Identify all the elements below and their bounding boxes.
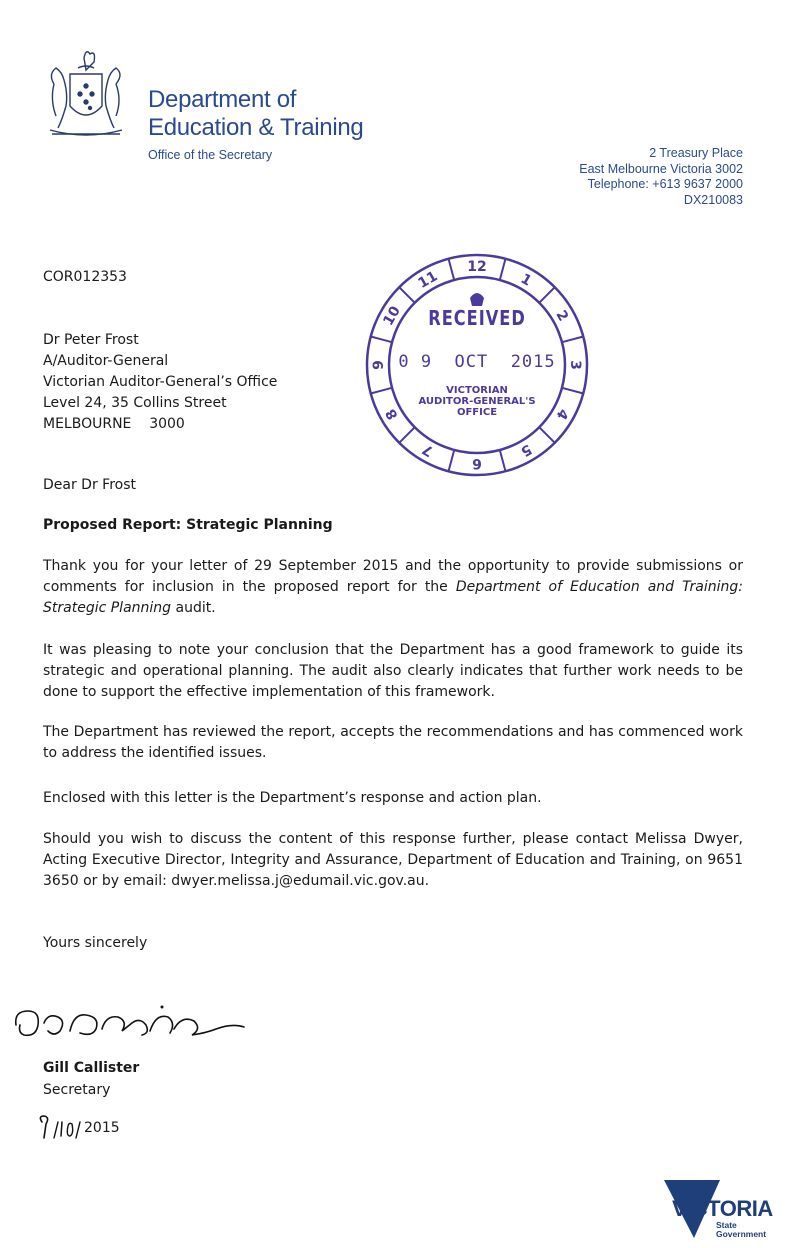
stamp-ring-number: 3 [567, 360, 583, 370]
stamp-ring-divider [500, 259, 506, 280]
stamp-ring-divider [500, 450, 506, 471]
stamp-ring-number: 12 [467, 259, 487, 275]
recipient-line: Level 24, 35 Collins Street [43, 395, 227, 411]
address-line: 2 Treasury Place [649, 146, 743, 160]
paragraph-1-text: Thank you for your letter of 29 September 2015 and the opportunity to provide submissions or comments for inclusion in the proposed report for the [43, 558, 743, 595]
salutation: Dear Dr Frost [43, 477, 136, 493]
recipient-line: A/Auditor-General [43, 353, 169, 369]
stamp-received-label: RECEIVED [428, 306, 526, 331]
stamp-ring-number: 1 [517, 270, 535, 290]
signer-title: Secretary [43, 1082, 111, 1098]
signer-name: Gill Callister [43, 1060, 140, 1076]
stamp-ring-number: 2 [552, 307, 572, 325]
reference-number: COR012353 [43, 269, 127, 285]
recipient-address [43, 330, 277, 435]
stamp-ring-number: 7 [419, 440, 437, 460]
department-name [148, 86, 363, 142]
stamp-ring-divider [449, 450, 455, 471]
address-line: East Melbourne Victoria 3002 [579, 161, 743, 176]
stamp-org-line: AUDITOR-GENERAL'S [418, 396, 536, 407]
victoria-sub-line: Government [716, 1229, 767, 1239]
department-name-line1: Department of [148, 86, 297, 113]
stamp-ring-divider [371, 337, 392, 343]
paragraph-1 [43, 556, 743, 619]
stamp-ring-number: 11 [415, 268, 441, 292]
stamp-ring-divider [539, 427, 555, 443]
paragraph-1-report-title: Department of Education and Training: Strategic Planning [43, 579, 744, 616]
stamp-ring-divider [399, 427, 415, 443]
handwritten-day-month [34, 1114, 82, 1142]
stamp-org-line: OFFICE [456, 407, 498, 418]
victoria-sub-line: State [716, 1220, 737, 1230]
handwritten-signature [10, 1003, 250, 1043]
recipient-line: Dr Peter Frost [43, 332, 139, 348]
paragraph-5: Should you wish to discuss the content of this response further, please contact Melissa Dwyer, Acting Executive Director, Integrity and Assurance, Department of Education and Training, on 9651 3650 or by email: dwyer.melissa.j@edumail.vic.gov.au. [43, 831, 743, 889]
signed-date [34, 1112, 120, 1142]
stamp-org-line: VICTORIAN [446, 385, 508, 396]
stamp-ring-number: 6 [472, 455, 482, 471]
closing: Yours sincerely [43, 935, 148, 951]
paragraph-1-tail: audit. [171, 600, 216, 616]
stamp-ring-divider [562, 337, 583, 343]
stamp-ring-divider [539, 287, 555, 303]
subject-line: Proposed Report: Strategic Planning [43, 517, 333, 533]
signed-date-year: 2015 [84, 1120, 120, 1136]
address-line: DX210083 [683, 192, 743, 207]
recipient-line: Victorian Auditor-General’s Office [43, 374, 278, 390]
victoria-wordmark: VICTORIA [672, 1196, 773, 1221]
stamp-ring-number: 5 [517, 440, 535, 460]
coat-of-arms-icon [40, 44, 132, 144]
stamp-ring-divider [449, 259, 455, 280]
stamp-ring-number: 9 [371, 360, 387, 370]
address-line: Telephone: +613 9637 2000 [587, 177, 743, 191]
stamp-date: 0 9 OCT 2015 [398, 352, 556, 372]
victoria-sub-label [716, 1221, 766, 1239]
stamp-ring-number: 8 [382, 405, 402, 423]
paragraph-2: It was pleasing to note your conclusion that the Department has a good framework to guide its strategic and operational planning. The audit also clearly indicates that further work needs to be done to support the effective implementation of this framework. [43, 642, 743, 700]
stamp-ring-number: 4 [552, 405, 572, 423]
paragraph-3: The Department has reviewed the report, accepts the recommendations and has commenced work to address the identified issues. [43, 724, 743, 761]
stamp-ring-number: 10 [380, 303, 404, 329]
stamp-organisation [364, 385, 590, 418]
sender-address [579, 146, 743, 208]
recipient-line: MELBOURNE 3000 [43, 416, 185, 432]
stamp-ring-divider [399, 287, 415, 303]
office-name: Office of the Secretary [148, 148, 273, 162]
department-name-line2: Education & Training [148, 114, 364, 141]
paragraph-4: Enclosed with this letter is the Department’s response and action plan. [43, 790, 542, 806]
